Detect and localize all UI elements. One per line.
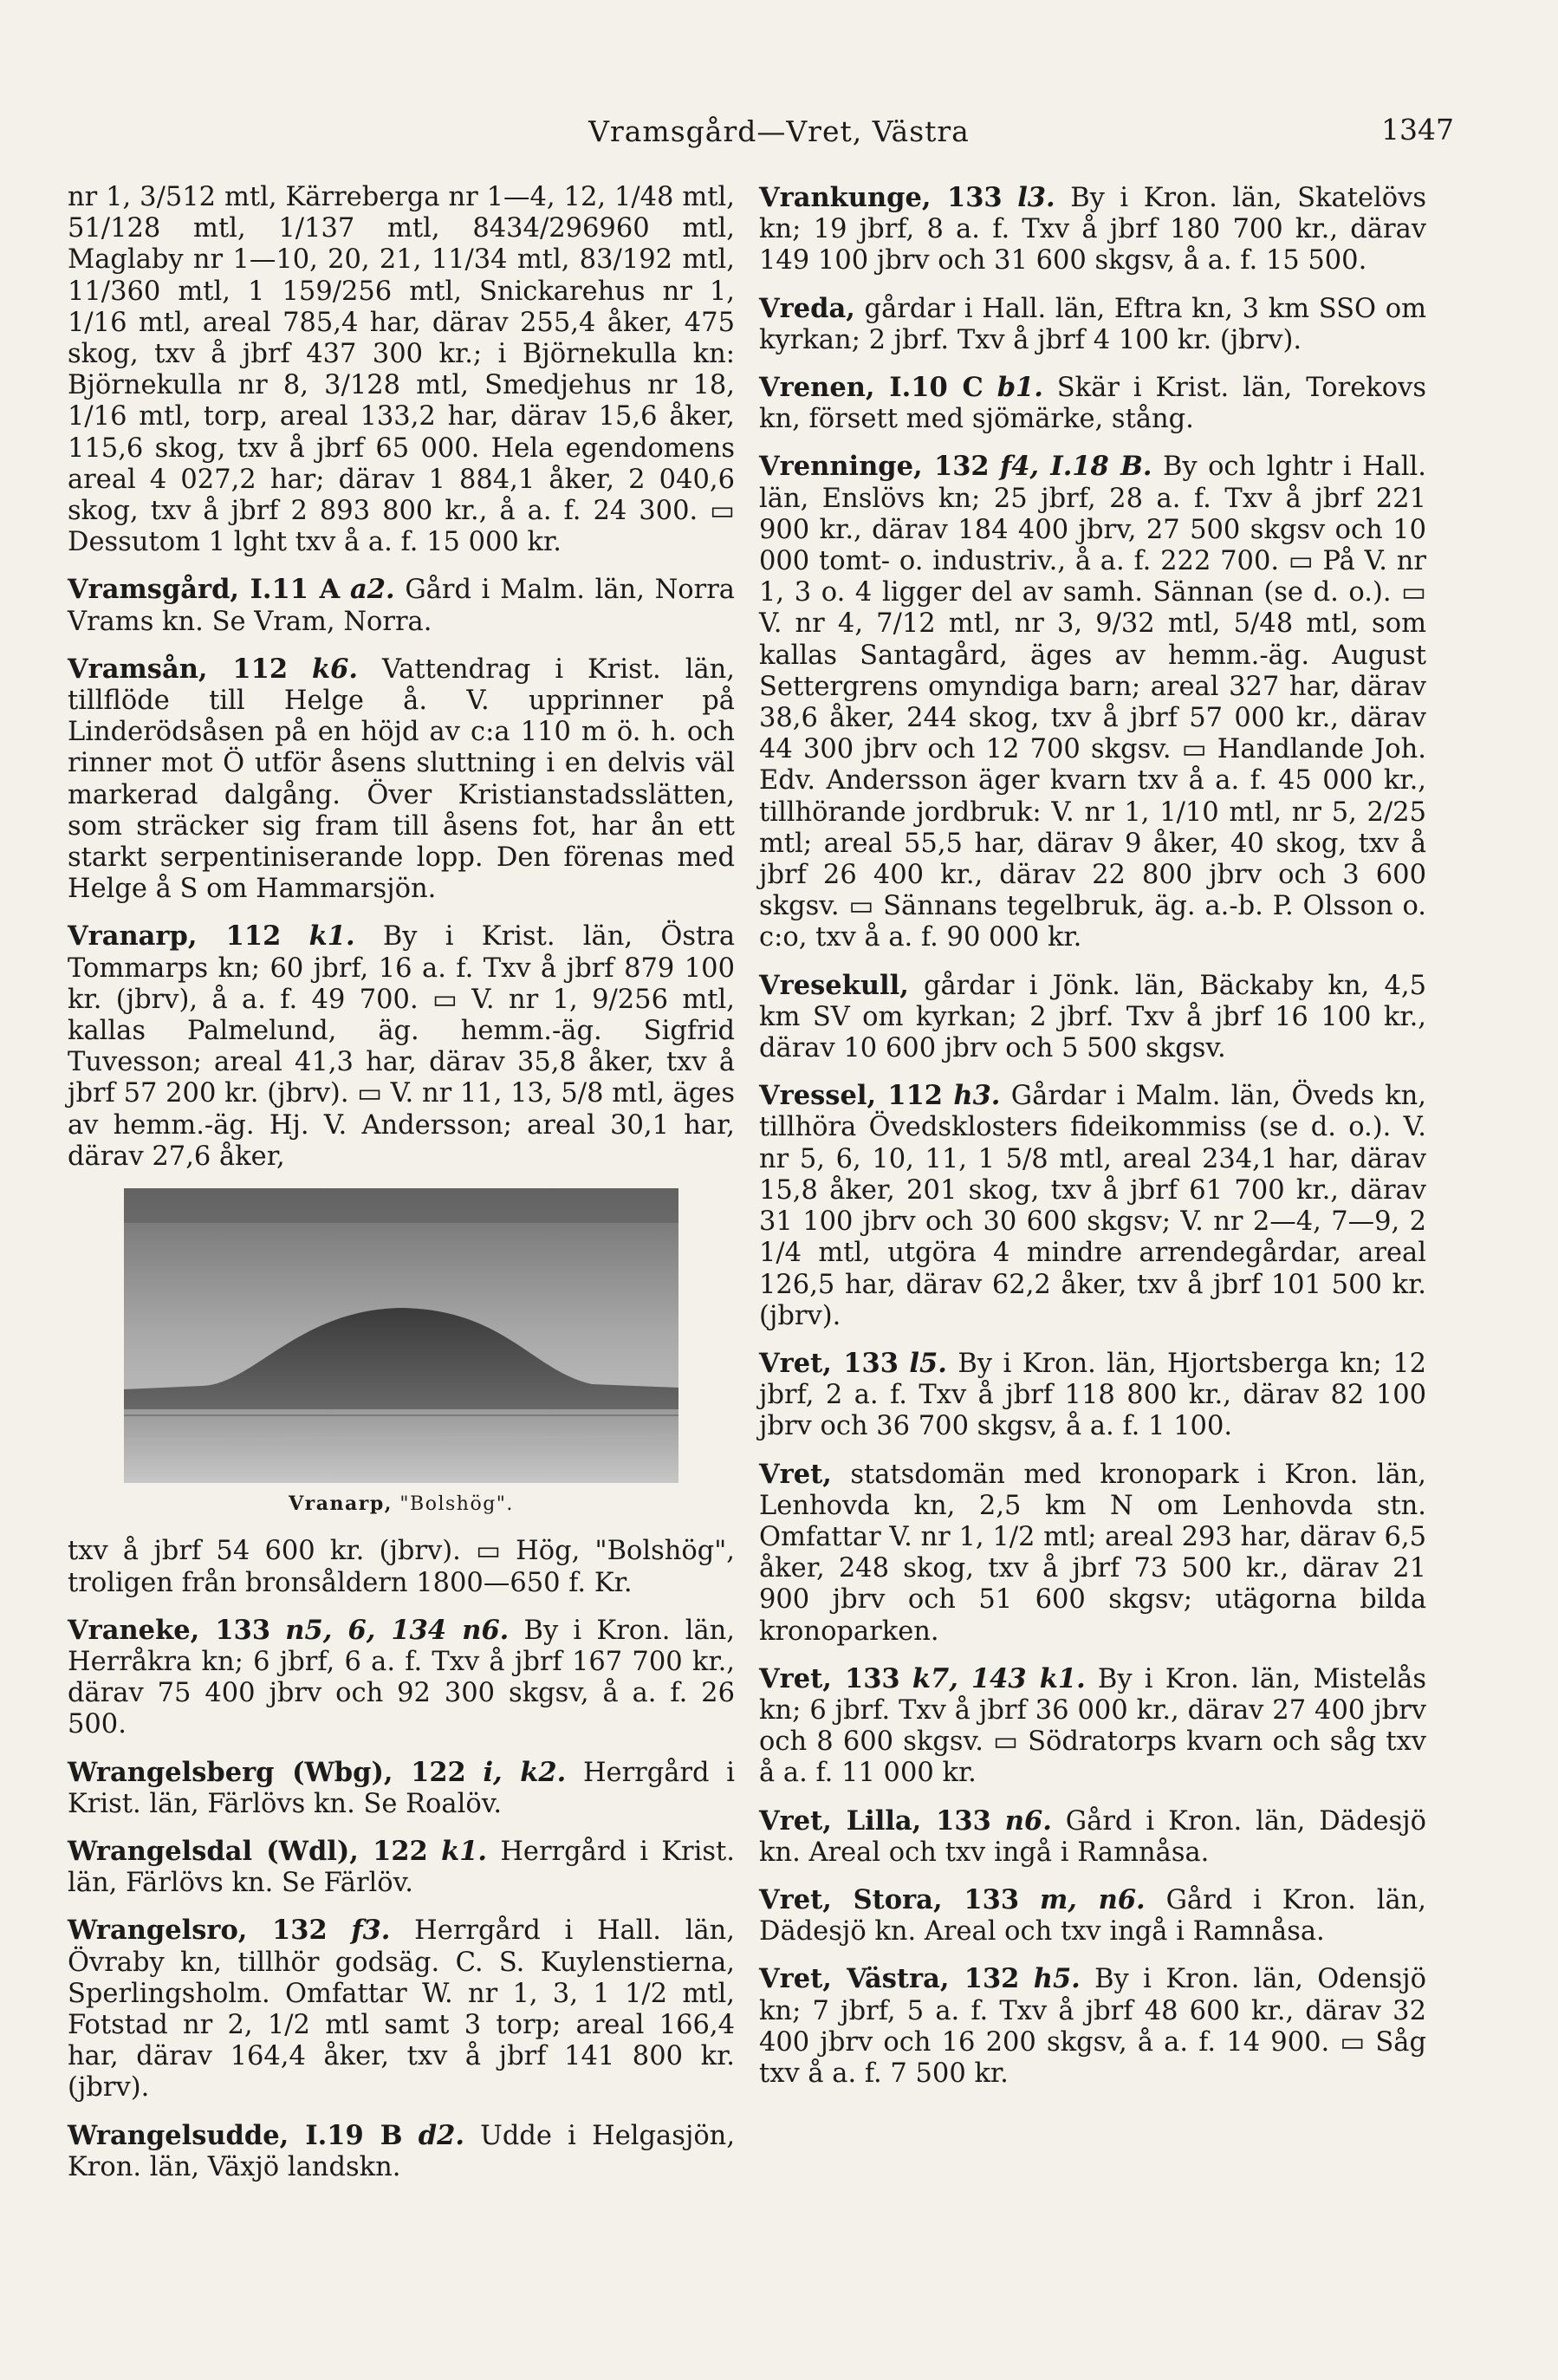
caption-name: "Bolshög". — [399, 1493, 514, 1516]
entry-headword: Vraneke, 133 — [68, 1614, 271, 1646]
entry-text: Gårdar i Malm. län, Öveds kn, tillhöra Övedsklosters fideikommiss (se d. o.). V. nr 5, 6, 10, 11, 1 5/8 mtl, areal 234,1 har, därav 15,8 åker, 201 skog, txv å jbrf 61 700 kr., därav 31 100 jbrv och 30 600 skgsv; V. nr 2—4, 7—9, 2 1/4 mtl, utgöra 4 mindre arrendegårdar, areal 126,5 har, därav 62,2 åker, txv å jbrf 101 500 kr. (jbrv). — [759, 1081, 1427, 1331]
dictionary-entry — [68, 920, 735, 1173]
dictionary-entry — [759, 1963, 1426, 2090]
entry-text: statsdomän med kronopark i Kron. län, Lenhovda kn, 2,5 km N om Lenhovda stn. Omfattar V. nr 1, 1/2 mtl; areal 293 har, därav 6,5 åker, 248 skog, txv å jbrf 73 500 kr., därav 21 900 jbrv och 51 600 skgsv; utägorna bilda kronoparken. — [759, 1459, 1426, 1647]
burial-mound-photo — [124, 1188, 678, 1483]
entry-headword: Vresekull, — [759, 969, 909, 1001]
entry-headword: Vrankunge, 133 — [759, 182, 1003, 213]
entry-text: Udde i Helgasjön, Kron. län, Växjö landskn. — [68, 2120, 736, 2182]
entry-headword: Vrenen, I.10 C — [759, 372, 983, 404]
dictionary-entry — [68, 1757, 735, 1820]
entry-text: By i Krist. län, Östra Tommarps kn; 60 jbrf, 16 a. f. Txv å jbrf 879 100 kr. (jbrv), å a. f. 49 700. ▭ V. nr 1, 9/256 mtl, kallas Palmelund, äg. hemm.-äg. Sigfrid Tuvesson; areal 41,3 har, därav 35,8 åker, txv å jbrf 57 200 kr. (jbrv). ▭ V. nr 11, 13, 5/8 mtl, äges av hemm.-äg. Hj. V. Andersson; areal 30,1 har, därav 27,6 åker, — [68, 921, 736, 1172]
dictionary-entry — [759, 1884, 1426, 1948]
entry-headword: Wrangelsdal (Wdl), 122 — [68, 1835, 428, 1867]
entry-headword: Vreda, — [759, 292, 855, 324]
entry-text: gårdar i Hall. län, Eftra kn, 3 km SSO om kyrkan; 2 jbrf. Txv å jbrf 4 100 kr. (jbrv). — [759, 293, 1426, 355]
entry-headword: Vranarp, 112 — [68, 920, 282, 953]
entry-map-ref: k1. — [308, 920, 355, 953]
entry-map-ref: k1. — [441, 1835, 488, 1867]
dictionary-entry — [68, 1615, 735, 1741]
entry-headword: Vrenninge, 132 — [759, 451, 990, 483]
right-entries — [759, 182, 1426, 2090]
entry-headword: Wrangelsro, 132 — [68, 1915, 328, 1947]
dictionary-entry — [68, 654, 735, 906]
dictionary-entry — [759, 1080, 1426, 1332]
entry-headword: Vressel, 112 — [759, 1080, 944, 1112]
entry-headword: Vret, Västra, 132 — [759, 1963, 1020, 1995]
entry-text: By i Kron. län, Odensjö kn; 7 jbrf, 5 a. f. Txv å jbrf 48 600 kr., därav 32 400 jbrv och 16 200 skgsv, å a. f. 14 900. ▭ Såg txv å a. f. 7 500 kr. — [759, 1964, 1426, 2089]
entry-headword: Wrangelsberg (Wbg), 122 — [68, 1756, 466, 1788]
entry-text: By i Kron. län, Mistelås kn; 6 jbrf. Txv å jbrf 36 000 kr., därav 27 400 jbrv och 8 600 skgsv. ▭ Södratorps kvarn och såg txv å a. f. 11 000 kr. — [759, 1663, 1426, 1789]
entry-map-ref: b1. — [996, 372, 1043, 404]
entry-text: Vattendrag i Krist. län, tillflöde till Helge å. V. upprinner på Linderödsåsen på en höjd av c:a 110 m ö. h. och rinner mot Ö utför åsens sluttning i en delvis väl markerad dalgång. Över Kristianstadsslätten, som sträcker sig fram till åsens fot, har ån ett starkt serpentiniserande lopp. Den förenas med Helge å S om Hammarsjön. — [68, 654, 735, 905]
right-column — [759, 182, 1426, 2105]
entry-headword: Vret, 133 — [759, 1347, 899, 1379]
left-entries-after-photo — [68, 1536, 735, 2183]
entry-text: By i Kron. län, Skatelövs kn; 19 jbrf, 8 a. f. Txv å jbrf 180 700 kr., därav 149 100 jbrv och 31 600 skgsv, å a. f. 15 500. — [759, 183, 1427, 276]
entry-map-ref: k6. — [312, 653, 358, 685]
entry-headword: Vret, — [759, 1458, 832, 1490]
entry-map-ref: l3. — [1017, 182, 1055, 213]
entry-map-ref: l5. — [909, 1347, 947, 1379]
dictionary-entry — [68, 1915, 735, 2104]
entry-map-ref: n5, 6, 134 n6. — [285, 1614, 510, 1646]
entry-text: Gård i Kron. län, Dädesjö kn. Areal och txv ingå i Ramnåsa. — [759, 1884, 1426, 1948]
dictionary-entry — [759, 1459, 1426, 1648]
dictionary-entry — [68, 1836, 735, 1899]
entry-map-ref: k7, 143 k1. — [912, 1662, 1086, 1694]
entry-text: Herrgård i Krist. län, Färlövs kn. Se Färlöv. — [68, 1836, 735, 1899]
photo-bolshog — [124, 1188, 678, 1483]
entry-headword: Vret, Stora, 133 — [759, 1883, 1020, 1915]
caption-place: Vranarp, — [289, 1492, 393, 1516]
entry-map-ref: f3. — [351, 1915, 391, 1947]
entry-headword: Vramsån, 112 — [68, 653, 289, 685]
entry-map-ref: a2. — [350, 574, 395, 606]
dictionary-entry — [759, 182, 1426, 277]
entry-text: Herrgård i Krist. län, Färlövs kn. Se Roalöv. — [68, 1757, 736, 1819]
dictionary-entry — [759, 372, 1426, 435]
dictionary-entry — [759, 1663, 1426, 1790]
left-column — [68, 182, 735, 2199]
entry-map-ref: m, n6. — [1039, 1883, 1146, 1915]
entry-map-ref: d2. — [418, 2119, 464, 2151]
photo-caption — [68, 1488, 735, 1520]
entry-headword: Wrangelsudde, I.19 B — [68, 2119, 403, 2151]
dictionary-entry — [68, 574, 735, 637]
entry-map-ref: h5. — [1033, 1963, 1081, 1995]
entry-text: txv å jbrf 54 600 kr. (jbrv). ▭ Hög, "Bolshög", troligen från bronsåldern 1800—650 f. Kr. — [68, 1536, 735, 1598]
entry-text: Gård i Kron. län, Dädesjö kn. Areal och txv ingå i Ramnåsa. — [759, 1805, 1426, 1868]
dictionary-entry — [68, 182, 735, 558]
dictionary-entry — [759, 293, 1426, 356]
entry-text: gårdar i Jönk. län, Bäckaby kn, 4,5 km SV om kyrkan; 2 jbrf. Txv å jbrf 16 100 kr., därav 10 600 jbrv och 5 500 skgsv. — [759, 970, 1426, 1064]
dictionary-entry — [759, 1348, 1426, 1443]
left-entries — [68, 182, 735, 1173]
entry-headword: Vramsgård, I.11 A — [68, 574, 341, 606]
dictionary-entry — [759, 451, 1426, 953]
dictionary-entry — [759, 1805, 1426, 1869]
entry-text: By och lghtr i Hall. län, Enslövs kn; 25 jbrf, 28 a. f. Txv å jbrf 221 900 kr., därav 184 400 jbrv, 27 500 skgsv och 10 000 tomt- o. industriv., å a. f. 222 700. ▭ På V. nr 1, 3 o. 4 ligger del av samh. Sännan (se d. o.). ▭ V. nr 4, 7/12 mtl, nr 3, 9/32 mtl, 5/48 mtl, som kallas Santagård, äges av hemm.-äg. August Settergrens omyndiga barn; areal 327 har, därav 38,6 åker, 244 skog, txv å jbrf 57 000 kr., därav 44 300 jbrv och 12 700 skgsv. ▭ Handlande Joh. Edv. Andersson äger kvarn txv å a. f. 45 000 kr., tillhörande jordbruk: V. nr 1, 1/10 mtl, nr 5, 2/25 mtl; areal 55,5 har, därav 9 åker, 40 skog, txv å jbrf 26 400 kr., därav 22 800 jbrv och 3 600 skgsv. ▭ Sännans tegelbruk, äg. a.-b. P. Olsson o. c:o, txv å a. f. 90 000 kr. — [759, 452, 1426, 953]
entry-text: Herrgård i Hall. län, Övraby kn, tillhör godsäg. C. S. Kuylenstierna, Sperlingsholm. Omfattar W. nr 1, 3, 1 1/2 mtl, Fotstad nr 2, 1/2 mtl samt 3 torp; areal 166,4 har, därav 164,4 åker, txv å jbrf 141 800 kr. (jbrv). — [68, 1915, 735, 2104]
entry-headword: Vret, Lilla, 133 — [759, 1805, 991, 1837]
entry-text: Skär i Krist. län, Torekovs kn, försett med sjömärke, stång. — [759, 373, 1426, 435]
entry-map-ref: i, k2. — [483, 1756, 567, 1788]
entry-map-ref: n6. — [1004, 1805, 1052, 1837]
entry-text: nr 1, 3/512 mtl, Kärreberga nr 1—4, 12, 1/48 mtl, 51/128 mtl, 1/137 mtl, 8434/296960 mtl, Maglaby nr 1—10, 20, 21, 11/34 mtl, 83/192 mtl, 11/360 mtl, 1 159/256 mtl, Snickarehus nr 1, 1/16 mtl, areal 785,4 har, därav 255,4 åker, 475 skog, txv å jbrf 437 300 kr.; i Björnekulla kn: Björnekulla nr 8, 3/128 mtl, Smedjehus nr 18, 1/16 mtl, torp, areal 133,2 har, därav 15,6 åker, 115,6 skog, txv å jbrf 65 000. Hela egendomens areal 4 027,2 har; därav 1 884,1 åker, 2 040,6 skog, txv å jbrf 2 893 800 kr., å a. f. 24 300. ▭ Dessutom 1 lght txv å a. f. 15 000 kr. — [68, 182, 735, 558]
dictionary-entry — [68, 2120, 735, 2183]
entry-text: By i Kron. län, Herråkra kn; 6 jbrf, 6 a. f. Txv å jbrf 167 700 kr., därav 75 400 jbrv och 92 300 skgsv, å a. f. 26 500. — [68, 1615, 735, 1740]
entry-map-ref: f4, I.18 B. — [1000, 451, 1152, 483]
entry-headword: Vret, 133 — [759, 1662, 900, 1694]
entry-map-ref: h3. — [953, 1080, 1001, 1112]
dictionary-entry — [68, 1536, 735, 1598]
entry-text: Gård i Malm. län, Norra Vrams kn. Se Vram, Norra. — [68, 575, 735, 637]
entry-text: By i Kron. län, Hjortsberga kn; 12 jbrf, 2 a. f. Txv å jbrf 118 800 kr., därav 82 100 jbrv och 36 700 skgsv, å a. f. 1 100. — [759, 1348, 1426, 1442]
page-number: 1347 — [1381, 113, 1454, 146]
running-title: Vramsgård—Vret, Västra — [588, 114, 970, 148]
dictionary-entry — [759, 970, 1426, 1065]
